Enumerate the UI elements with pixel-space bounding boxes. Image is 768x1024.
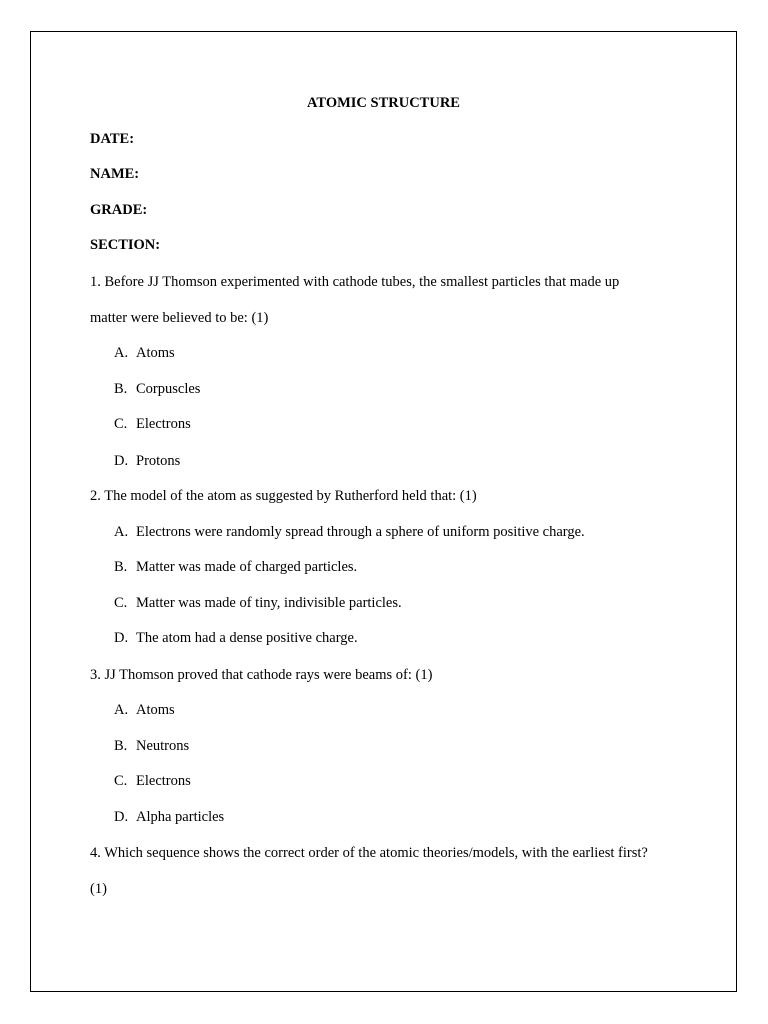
- question-1-line-1: 1. Before JJ Thomson experimented with cathode tubes, the smallest particles that made up: [90, 274, 620, 290]
- option-text: Neutrons: [136, 738, 190, 754]
- grade-field-label: GRADE:: [90, 202, 148, 218]
- option-text: Matter was made of tiny, indivisible particles.: [136, 595, 402, 611]
- option-text: The atom had a dense positive charge.: [136, 630, 358, 646]
- option-text: Electrons were randomly spread through a sphere of uniform positive charge.: [136, 524, 585, 540]
- option-letter: A.: [114, 702, 129, 718]
- question-1-line-2: matter were believed to be: (1): [90, 310, 269, 326]
- question-3-option-c: [114, 772, 191, 790]
- option-letter: D.: [114, 630, 129, 646]
- section-field-label: SECTION:: [90, 237, 161, 253]
- option-text: Atoms: [136, 702, 175, 718]
- question-3-option-d: [114, 808, 224, 826]
- option-letter: C.: [114, 773, 128, 789]
- option-letter: B.: [114, 381, 128, 397]
- question-2-option-c: [114, 594, 402, 612]
- option-letter: C.: [114, 595, 128, 611]
- option-letter: A.: [114, 345, 129, 361]
- option-text: Electrons: [136, 416, 191, 432]
- name-field-label: NAME:: [90, 166, 140, 182]
- page-title: ATOMIC STRUCTURE: [307, 95, 460, 111]
- option-text: Alpha particles: [136, 809, 225, 825]
- option-text: Electrons: [136, 773, 191, 789]
- option-text: Atoms: [136, 345, 175, 361]
- question-3-option-a: [114, 701, 175, 719]
- question-1-option-d: [114, 452, 180, 470]
- option-letter: D.: [114, 809, 129, 825]
- date-field-label: DATE:: [90, 131, 135, 147]
- option-letter: B.: [114, 559, 128, 575]
- option-text: Corpuscles: [136, 381, 201, 397]
- question-1-option-b: [114, 380, 200, 398]
- question-2-option-b: [114, 558, 357, 576]
- question-3-option-b: [114, 737, 189, 755]
- option-letter: B.: [114, 738, 128, 754]
- question-4-line-2: (1): [90, 881, 107, 897]
- option-letter: A.: [114, 524, 129, 540]
- question-3-line-1: 3. JJ Thomson proved that cathode rays were beams of: (1): [90, 667, 433, 683]
- question-1-option-c: [114, 415, 191, 433]
- question-2-line-1: 2. The model of the atom as suggested by Rutherford held that: (1): [90, 488, 477, 504]
- option-text: Protons: [136, 453, 181, 469]
- question-1-option-a: [114, 344, 175, 362]
- option-letter: D.: [114, 453, 129, 469]
- option-text: Matter was made of charged particles.: [136, 559, 358, 575]
- question-4-line-1: 4. Which sequence shows the correct order of the atomic theories/models, with the earliest first?: [90, 845, 648, 861]
- worksheet-page: [30, 31, 737, 992]
- option-letter: C.: [114, 416, 128, 432]
- question-2-option-a: [114, 523, 585, 541]
- question-2-option-d: [114, 629, 358, 647]
